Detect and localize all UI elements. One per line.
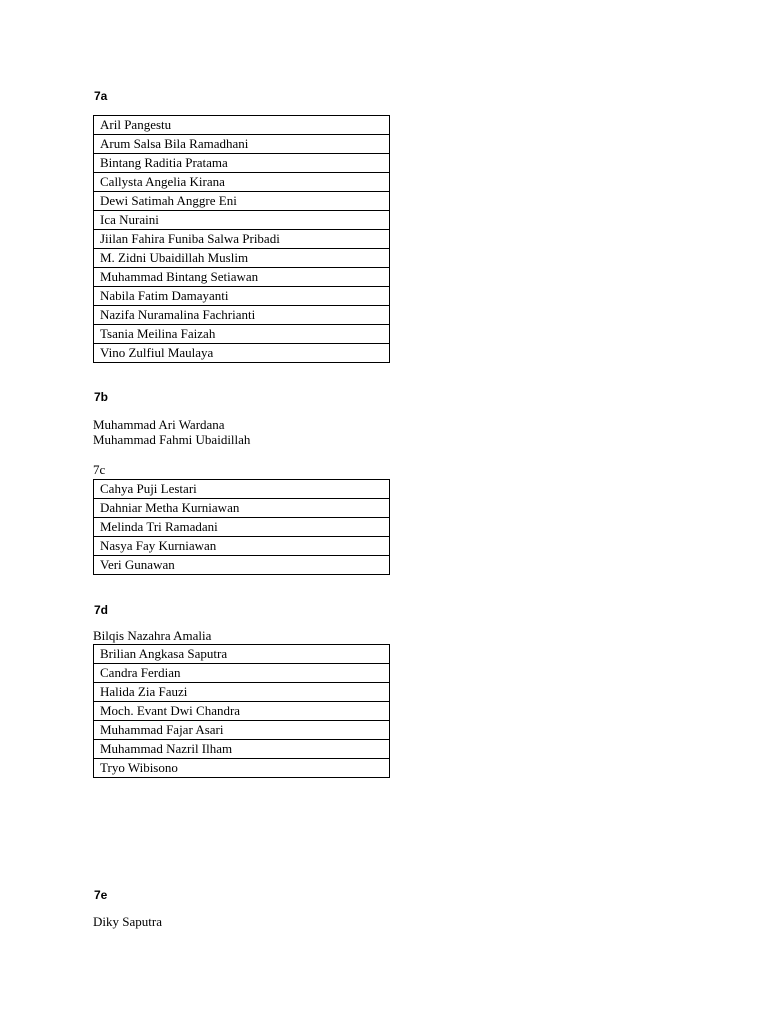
list-item: Muhammad Ari Wardana	[93, 417, 225, 432]
table-row	[94, 740, 390, 759]
name-cell: Muhammad Nazril Ilham	[94, 740, 390, 759]
name-cell: Muhammad Bintang Setiawan	[94, 268, 390, 287]
table-row	[94, 325, 390, 344]
name-list-7d	[93, 628, 211, 643]
table-row	[94, 721, 390, 740]
name-list-7b	[93, 417, 250, 447]
table-row	[94, 499, 390, 518]
table-row	[94, 268, 390, 287]
name-cell: Tryo Wibisono	[94, 759, 390, 778]
table-row	[94, 116, 390, 135]
section-heading-7d: 7d	[94, 603, 109, 617]
section-heading-7b: 7b	[94, 390, 109, 404]
name-cell: Tsania Meilina Faizah	[94, 325, 390, 344]
table-row	[94, 759, 390, 778]
table-row	[94, 344, 390, 363]
table-row	[94, 645, 390, 664]
name-cell: Halida Zia Fauzi	[94, 683, 390, 702]
name-cell: Callysta Angelia Kirana	[94, 173, 390, 192]
table-row	[94, 556, 390, 575]
name-cell: Nasya Fay Kurniawan	[94, 537, 390, 556]
table-row	[94, 154, 390, 173]
name-table-7a	[93, 115, 390, 363]
list-item: Diky Saputra	[93, 914, 162, 929]
table-row	[94, 230, 390, 249]
name-list-7e	[93, 914, 162, 929]
name-cell: Jiilan Fahira Funiba Salwa Pribadi	[94, 230, 390, 249]
list-item: Muhammad Fahmi Ubaidillah	[93, 432, 251, 447]
table-row	[94, 287, 390, 306]
name-cell: Cahya Puji Lestari	[94, 480, 390, 499]
section-heading-7e: 7e	[94, 888, 108, 902]
name-cell: Moch. Evant Dwi Chandra	[94, 702, 390, 721]
name-cell: Muhammad Fajar Asari	[94, 721, 390, 740]
section-heading-7c: 7c	[93, 462, 106, 477]
section-heading-7a: 7a	[94, 89, 108, 103]
table-row	[94, 664, 390, 683]
name-cell: Aril Pangestu	[94, 116, 390, 135]
name-table-7c	[93, 479, 390, 575]
name-cell: Brilian Angkasa Saputra	[94, 645, 390, 664]
table-row	[94, 480, 390, 499]
table-row	[94, 211, 390, 230]
table-row	[94, 135, 390, 154]
list-item: Bilqis Nazahra Amalia	[93, 628, 212, 643]
table-row	[94, 518, 390, 537]
name-cell: Vino Zulfiul Maulaya	[94, 344, 390, 363]
table-row	[94, 249, 390, 268]
name-cell: Ica Nuraini	[94, 211, 390, 230]
name-cell: Bintang Raditia Pratama	[94, 154, 390, 173]
table-row	[94, 537, 390, 556]
name-cell: M. Zidni Ubaidillah Muslim	[94, 249, 390, 268]
table-row	[94, 306, 390, 325]
name-cell: Dahniar Metha Kurniawan	[94, 499, 390, 518]
table-row	[94, 702, 390, 721]
name-cell: Candra Ferdian	[94, 664, 390, 683]
name-cell: Veri Gunawan	[94, 556, 390, 575]
name-cell: Dewi Satimah Anggre Eni	[94, 192, 390, 211]
name-cell: Nazifa Nuramalina Fachrianti	[94, 306, 390, 325]
table-row	[94, 683, 390, 702]
name-cell: Arum Salsa Bila Ramadhani	[94, 135, 390, 154]
table-row	[94, 173, 390, 192]
name-cell: Melinda Tri Ramadani	[94, 518, 390, 537]
name-cell: Nabila Fatim Damayanti	[94, 287, 390, 306]
name-table-7d	[93, 644, 390, 778]
table-row	[94, 192, 390, 211]
